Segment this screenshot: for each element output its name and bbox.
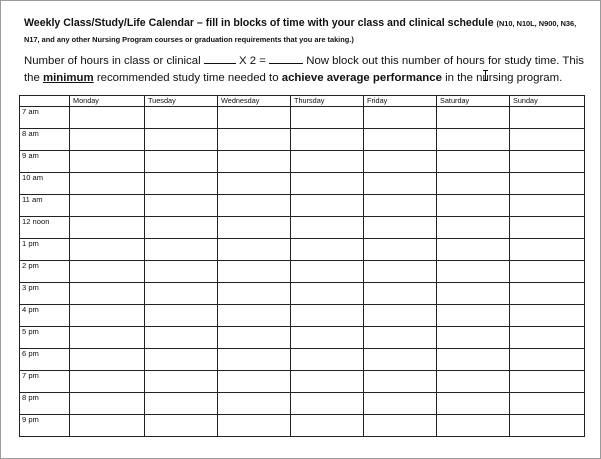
schedule-cell[interactable] (291, 283, 364, 305)
study-hours-blank[interactable] (269, 53, 303, 64)
schedule-cell[interactable] (364, 261, 437, 283)
schedule-cell[interactable] (291, 173, 364, 195)
time-row (20, 283, 585, 305)
schedule-cell[interactable] (70, 261, 145, 283)
schedule-cell[interactable] (70, 305, 145, 327)
schedule-cell[interactable] (145, 261, 218, 283)
time-row (20, 129, 585, 151)
schedule-cell[interactable] (510, 349, 585, 371)
schedule-cell[interactable] (510, 195, 585, 217)
schedule-cell[interactable] (291, 349, 364, 371)
schedule-cell[interactable] (218, 349, 291, 371)
time-label: 11 am (20, 195, 70, 217)
schedule-cell[interactable] (510, 393, 585, 415)
schedule-cell[interactable] (437, 217, 510, 239)
weekly-calendar-grid (19, 95, 585, 437)
schedule-cell[interactable] (364, 195, 437, 217)
schedule-cell[interactable] (510, 217, 585, 239)
schedule-cell[interactable] (291, 327, 364, 349)
time-row (20, 327, 585, 349)
day-header: Tuesday (145, 96, 218, 107)
instructions-part2: X 2 = (238, 55, 266, 67)
schedule-cell[interactable] (145, 393, 218, 415)
schedule-cell[interactable] (70, 349, 145, 371)
schedule-cell[interactable] (510, 327, 585, 349)
schedule-cell[interactable] (364, 151, 437, 173)
schedule-cell[interactable] (510, 305, 585, 327)
schedule-cell[interactable] (291, 415, 364, 437)
time-row (20, 371, 585, 393)
schedule-cell[interactable] (510, 107, 585, 129)
schedule-cell[interactable] (70, 393, 145, 415)
schedule-cell[interactable] (218, 239, 291, 261)
day-header: Wednesday (218, 96, 291, 107)
schedule-cell[interactable] (145, 415, 218, 437)
schedule-cell[interactable] (218, 107, 291, 129)
schedule-cell[interactable] (218, 283, 291, 305)
time-row (20, 173, 585, 195)
time-row (20, 151, 585, 173)
calendar-title (24, 15, 584, 48)
schedule-cell[interactable] (218, 217, 291, 239)
schedule-cell[interactable] (437, 195, 510, 217)
time-label: 1 pm (20, 239, 70, 261)
schedule-cell[interactable] (364, 371, 437, 393)
schedule-cell[interactable] (218, 393, 291, 415)
schedule-cell[interactable] (218, 261, 291, 283)
schedule-cell[interactable] (145, 327, 218, 349)
schedule-cell[interactable] (437, 415, 510, 437)
schedule-cell[interactable] (145, 129, 218, 151)
time-label: 7 am (20, 107, 70, 129)
schedule-cell[interactable] (364, 239, 437, 261)
schedule-cell[interactable] (70, 151, 145, 173)
schedule-cell[interactable] (364, 107, 437, 129)
title-main: Weekly Class/Study/Life Calendar – fill in blocks of time with your class and clinical schedule (24, 17, 494, 29)
schedule-cell[interactable] (510, 283, 585, 305)
schedule-cell[interactable] (70, 129, 145, 151)
text-cursor-icon (485, 70, 487, 81)
schedule-cell[interactable] (291, 261, 364, 283)
schedule-cell[interactable] (218, 195, 291, 217)
schedule-cell[interactable] (291, 107, 364, 129)
title-note: (N10, N10L, N900, N36, N17, and any other Nursing Program courses or graduation requirements that you are taking.) (24, 19, 577, 44)
schedule-cell[interactable] (145, 217, 218, 239)
schedule-cell[interactable] (291, 393, 364, 415)
time-label: 8 am (20, 129, 70, 151)
schedule-cell[interactable] (291, 129, 364, 151)
instructions-part5: in the nursing program. (445, 72, 563, 84)
time-row (20, 393, 585, 415)
schedule-cell[interactable] (437, 349, 510, 371)
schedule-cell[interactable] (291, 151, 364, 173)
schedule-cell[interactable] (437, 239, 510, 261)
time-label: 6 pm (20, 349, 70, 371)
schedule-cell[interactable] (510, 173, 585, 195)
calendar-header-row (20, 96, 585, 107)
schedule-cell[interactable] (437, 173, 510, 195)
time-row (20, 415, 585, 437)
schedule-cell[interactable] (70, 173, 145, 195)
schedule-cell[interactable] (437, 283, 510, 305)
time-label: 3 pm (20, 283, 70, 305)
schedule-cell[interactable] (218, 151, 291, 173)
schedule-cell[interactable] (218, 415, 291, 437)
schedule-cell[interactable] (364, 327, 437, 349)
time-label: 4 pm (20, 305, 70, 327)
schedule-cell[interactable] (145, 349, 218, 371)
instructions-bold-phrase: achieve average performance (281, 72, 442, 84)
schedule-cell[interactable] (364, 283, 437, 305)
schedule-cell[interactable] (291, 305, 364, 327)
schedule-cell[interactable] (218, 129, 291, 151)
schedule-cell[interactable] (291, 217, 364, 239)
instructions-minimum: minimum (43, 72, 94, 84)
time-label: 5 pm (20, 327, 70, 349)
day-header: Friday (364, 96, 437, 107)
schedule-cell[interactable] (70, 371, 145, 393)
time-row (20, 107, 585, 129)
schedule-cell[interactable] (145, 283, 218, 305)
schedule-cell[interactable] (70, 283, 145, 305)
schedule-cell[interactable] (437, 129, 510, 151)
schedule-cell[interactable] (145, 305, 218, 327)
schedule-cell[interactable] (437, 261, 510, 283)
schedule-cell[interactable] (291, 371, 364, 393)
day-header: Saturday (437, 96, 510, 107)
schedule-cell[interactable] (70, 327, 145, 349)
instructions-part4: recommended study time needed to (96, 72, 279, 84)
day-header: Sunday (510, 96, 585, 107)
schedule-cell[interactable] (218, 305, 291, 327)
schedule-cell[interactable] (145, 151, 218, 173)
schedule-cell[interactable] (437, 327, 510, 349)
schedule-cell[interactable] (510, 415, 585, 437)
schedule-cell[interactable] (145, 107, 218, 129)
time-label: 8 pm (20, 393, 70, 415)
time-row (20, 261, 585, 283)
time-row (20, 239, 585, 261)
schedule-cell[interactable] (510, 239, 585, 261)
schedule-cell[interactable] (70, 217, 145, 239)
day-header: Monday (70, 96, 145, 107)
schedule-cell[interactable] (510, 151, 585, 173)
schedule-cell[interactable] (510, 129, 585, 151)
schedule-cell[interactable] (291, 195, 364, 217)
schedule-cell[interactable] (437, 305, 510, 327)
schedule-cell[interactable] (145, 195, 218, 217)
schedule-cell[interactable] (70, 239, 145, 261)
schedule-cell[interactable] (218, 371, 291, 393)
schedule-cell[interactable] (437, 107, 510, 129)
time-row (20, 349, 585, 371)
schedule-cell[interactable] (364, 393, 437, 415)
time-label: 12 noon (20, 217, 70, 239)
schedule-cell[interactable] (218, 327, 291, 349)
schedule-cell[interactable] (364, 349, 437, 371)
schedule-cell[interactable] (364, 217, 437, 239)
schedule-cell[interactable] (437, 393, 510, 415)
corner-cell (20, 96, 70, 107)
schedule-cell[interactable] (145, 173, 218, 195)
time-label: 10 am (20, 173, 70, 195)
schedule-cell[interactable] (510, 371, 585, 393)
time-label: 9 am (20, 151, 70, 173)
schedule-cell[interactable] (437, 151, 510, 173)
instructions-part1: Number of hours in class or clinical (24, 55, 201, 67)
schedule-cell[interactable] (364, 173, 437, 195)
hours-blank[interactable] (204, 53, 236, 64)
time-label: 9 pm (20, 415, 70, 437)
schedule-cell[interactable] (218, 173, 291, 195)
schedule-cell[interactable] (70, 107, 145, 129)
time-label: 7 pm (20, 371, 70, 393)
schedule-cell[interactable] (70, 195, 145, 217)
time-label: 2 pm (20, 261, 70, 283)
day-header: Thursday (291, 96, 364, 107)
instructions (24, 53, 584, 87)
schedule-cell[interactable] (437, 371, 510, 393)
instructions-part3: Now block out this number of hours for study time. This the (24, 55, 584, 84)
schedule-cell[interactable] (510, 261, 585, 283)
time-row (20, 305, 585, 327)
schedule-cell[interactable] (364, 415, 437, 437)
schedule-cell[interactable] (145, 239, 218, 261)
schedule-cell[interactable] (145, 371, 218, 393)
schedule-cell[interactable] (291, 239, 364, 261)
schedule-cell[interactable] (70, 415, 145, 437)
time-row (20, 195, 585, 217)
time-row (20, 217, 585, 239)
schedule-cell[interactable] (364, 129, 437, 151)
schedule-cell[interactable] (364, 305, 437, 327)
